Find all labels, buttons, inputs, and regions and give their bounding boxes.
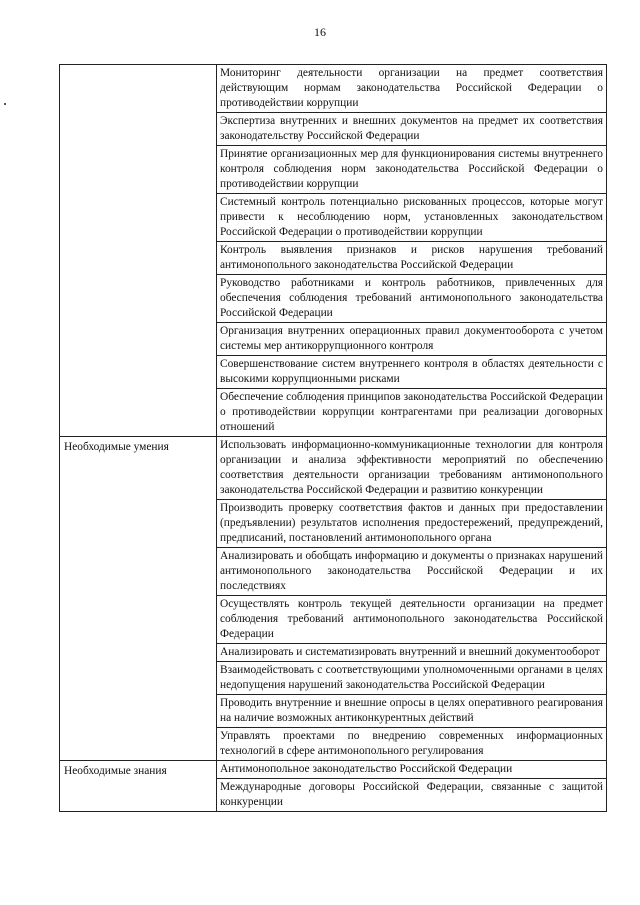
page-number: 16	[314, 25, 326, 39]
list-item: Управлять проектами по внедрению современных информационных технологий в сфере антимонопольного регулирования	[220, 730, 603, 757]
list-item: Проводить внутренние и внешние опросы в целях оперативного реагирования на наличие возможных антиконкурентных действий	[217, 695, 606, 728]
list-item: Принятие организационных мер для функционирования системы внутреннего контроля соблюдения норм законодательства Российской Федерации о противодействии коррупции	[217, 146, 606, 194]
list-item: Мониторинг деятельности организации на предмет соответствия действующим нормам законодательства Российской Федерации о противодействии коррупции	[217, 65, 606, 113]
list-item: Международные договоры Российской Федерации, связанные с защитой конкуренции	[220, 781, 603, 808]
margin-mark	[4, 103, 6, 105]
row-label: Необходимые умения	[60, 437, 217, 761]
list-item: Системный контроль потенциально рискованных процессов, которые могут привести к несоблюдению норм, установленных законодательством Российской Федерации о противодействии коррупции	[217, 194, 606, 242]
list-item: Производить проверку соответствия фактов и данных при предоставлении (предъявлении) результатов исполнения предостережений, предупреждений, предписаний, постановлений антимонопольного органа	[217, 500, 606, 548]
list-item: Взаимодействовать с соответствующими уполномоченными органами в целях недопущения нарушений законодательства Российской Федерации	[217, 662, 606, 695]
list-item: Руководство работниками и контроль работников, привлеченных для обеспечения соблюдения требований антимонопольного законодательства Российской Федерации	[217, 275, 606, 323]
row-items	[217, 761, 607, 812]
list-item: Анализировать и систематизировать внутренний и внешний документооборот	[217, 644, 606, 662]
list-item: Осуществлять контроль текущей деятельности организации на предмет соблюдения требований антимонопольного законодательства Российской Федерации	[217, 596, 606, 644]
table-row-skills	[60, 437, 607, 761]
list-item: Анализировать и обобщать информацию и документы о признаках нарушений антимонопольного законодательства Российской Федерации и их последствиях	[217, 548, 606, 596]
row-items	[217, 437, 607, 761]
row-label: Необходимые знания	[60, 761, 217, 812]
table-row-knowledge	[60, 761, 607, 812]
list-item: Обеспечение соблюдения принципов законодательства Российской Федерации о противодействии коррупции контрагентами при реализации договорных отношений	[220, 391, 603, 433]
row-label	[60, 65, 217, 437]
list-item: Контроль выявления признаков и рисков нарушения требований антимонопольного законодательства Российской Федерации	[217, 242, 606, 275]
list-item: Антимонопольное законодательство Российской Федерации	[217, 761, 606, 779]
table-row-labor-actions	[60, 65, 607, 437]
list-item: Совершенствование систем внутреннего контроля в областях деятельности с высокими коррупционными рисками	[217, 356, 606, 389]
list-item: Экспертиза внутренних и внешних документов на предмет их соответствия законодательству Российской Федерации	[217, 113, 606, 146]
competency-table	[59, 64, 607, 812]
list-item: Организация внутренних операционных правил документооборота с учетом системы мер антикоррупционного контроля	[217, 323, 606, 356]
row-items	[217, 65, 607, 437]
list-item: Использовать информационно-коммуникационные технологии для контроля организации и анализа эффективности мероприятий по обеспечению соответствия деятельности организации требованиям антимонопольного законодательства Российской Федерации и развитию конкуренции	[217, 437, 606, 500]
